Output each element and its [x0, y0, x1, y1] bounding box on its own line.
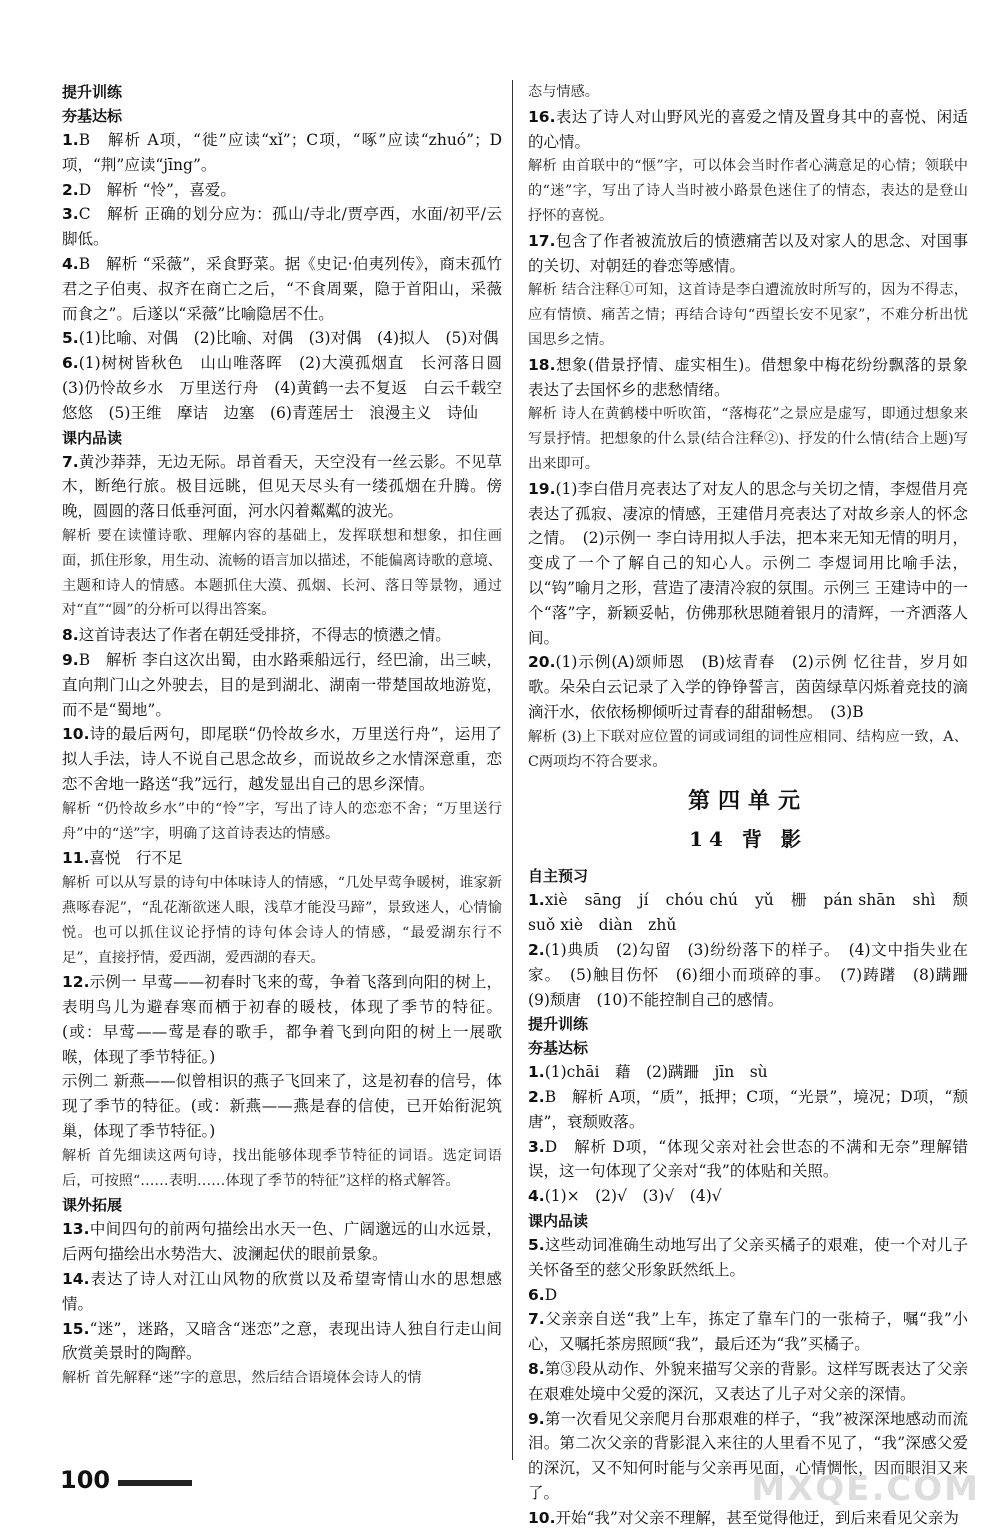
section-heading: 自主预习	[528, 867, 589, 886]
item-number: 20.	[528, 653, 556, 672]
analysis-text: 解析 首先细读这两句诗，找出能够体现季节特征的词语。选定词语后，可按照“……表明……体现了季节的特征”这样的格式解答。	[62, 1147, 502, 1189]
item-text: C 解析 正确的划分应为：孤山/寺北/贾亭西，水面/初平/云脚低。	[62, 205, 502, 249]
item-number: 3.	[62, 205, 79, 224]
item-text: 喜悦 行不足	[89, 849, 183, 868]
answer-item	[62, 1217, 502, 1267]
analysis-text: 解析 由首联中的“惬”字，可以体会当时作者心满意足的心情；领联中的“迷”字，写出了诗人当时被小路景色迷住了的情态，表达的是登山抒怀的喜悦。	[528, 158, 968, 224]
answer-item	[528, 1307, 968, 1357]
answer-item	[62, 846, 502, 871]
item-number: 8.	[62, 626, 79, 645]
item-number: 4.	[62, 254, 79, 273]
left-column	[62, 80, 518, 1391]
item-number: 9.	[528, 1409, 545, 1428]
item-number: 9.	[62, 650, 79, 669]
answer-item	[528, 353, 968, 403]
item-number: 6.	[62, 354, 79, 373]
answer-item	[528, 1135, 968, 1185]
section-heading: 提升训练	[528, 1015, 589, 1034]
answer-item	[528, 1060, 968, 1085]
item-text: 示例二 新燕——似曾相识的燕子飞回来了，这是初春的信号，体现了季节的特征。(或：新燕——燕是春的信使，已开始衔泥筑巢，体现了季节特征。)	[62, 1072, 502, 1141]
answer-item	[62, 450, 502, 524]
section-heading: 夯基达标	[62, 107, 123, 125]
item-text: (1)× (2)√ (3)√ (4)√	[544, 1187, 722, 1206]
item-text: 表达了诗人对江山风物的欣赏以及希望寄情山水的思想感情。	[62, 1270, 502, 1313]
analysis-text: 解析 可以从写景的诗句中体味诗人的情感，“几处早莺争暖树，谁家新燕啄春泥”，“乱花渐欲迷人眼，浅草才能没马蹄”，景致迷人，心情愉悦。也可以抓住议论抒情的诗句体会诗人的情感，“最爱湖东行不足”，直接抒情，爱西湖，爱西湖的春天。	[62, 875, 502, 966]
item-number: 2.	[62, 180, 79, 199]
answer-item	[62, 623, 502, 648]
item-text: 诗的最后两句，即尾联“仍怜故乡水，万里送行舟”，运用了拟人手法，诗人不说自己思念故乡，而说故乡之水情深意重，恋恋不舍地一路送“我”远行，越发显出自己的思乡深情。	[62, 725, 502, 793]
item-number: 4.	[528, 1187, 545, 1206]
answer-item	[62, 178, 502, 203]
item-text: (1)李白借月亮表达了对友人的思念与关切之情，李煜借月亮表达了孤寂、凄凉的情感，王建借月亮表达了对故乡亲人的怀念之情。 (2)示例一 李白诗用拟人手法，把本来无知无情的明月，变成了一个了解自己的知心人。示例二 李煜词用比喻手法，以“钩”喻月之形，营造了凄清冷寂的氛围。示例三 王建诗中的一个“落”字，新颖妥帖，仿佛那秋思随着银月的清辉，一齐洒落人间。	[528, 479, 968, 647]
item-number: 1.	[62, 131, 79, 149]
item-number: 3.	[528, 1137, 545, 1156]
item-number: 6.	[528, 1285, 545, 1304]
item-text: 第③段从动作、外貌来描写父亲的背影。这样写既表达了父亲在艰难处境中父爱的深沉，又表达了儿子对父亲的深情。	[528, 1360, 968, 1403]
answer-item	[62, 1069, 502, 1143]
item-number: 11.	[62, 849, 90, 868]
analysis-text: 解析 (3)上下联对应位置的词或词组的词性应相同、结构应一致，A、C两项均不符合要求。	[528, 728, 968, 770]
lesson-title: 14 背 影	[689, 827, 807, 852]
section-heading: 课外拓展	[62, 1196, 123, 1215]
item-number: 18.	[528, 355, 556, 374]
item-text: (1)比喻、对偶 (2)比喻、对偶 (3)对偶 (4)拟人 (5)对偶	[78, 329, 499, 348]
item-text: D 解析 D项，“体现父亲对社会世态的不满和无奈”理解错误，这一句体现了父亲对“我”的体贴和关照。	[528, 1137, 968, 1181]
item-number: 10.	[62, 725, 90, 744]
right-column	[528, 80, 984, 1531]
item-text: B 解析 A项，“徙”应读“xǐ”；C项，“啄”应读“zhuó”；D项，“荆”应读“jīng”。	[62, 131, 502, 174]
item-number: 15.	[62, 1319, 90, 1338]
item-text: 开始“我”对父亲不理解，甚至觉得他迂，到后来看见父亲为	[555, 1508, 959, 1527]
item-text: D 解析 “怜”，喜爱。	[78, 180, 236, 199]
item-number: 14.	[62, 1270, 90, 1289]
answer-item	[62, 252, 502, 326]
item-number: 5.	[62, 329, 79, 348]
item-text: D	[544, 1285, 558, 1304]
item-number: 1.	[528, 891, 545, 910]
page-number-bar	[118, 1480, 192, 1486]
answer-item	[528, 229, 968, 279]
answer-item	[528, 1283, 968, 1308]
item-text: 想象(借景抒情、虚实相生)。借想象中梅花纷纷飘落的景象表达了去国怀乡的悲愁情绪。	[528, 355, 968, 399]
item-number: 13.	[62, 1220, 90, 1239]
answer-item	[62, 202, 502, 252]
answer-item	[62, 722, 502, 796]
analysis-text: 解析 “仍怜故乡水”中的“怜”字，写出了诗人的恋恋不舍；“万里送行舟”中的“送”字，明确了这首诗表达的情感。	[62, 800, 502, 842]
item-number: 19.	[528, 479, 556, 498]
item-text: (1)树树皆秋色 山山唯落晖 (2)大漠孤烟直 长河落日圆 (3)仍怜故乡水 万里送行舟 (4)黄鹤一去不复返 白云千载空悠悠 (5)王维 摩诘 边塞 (6)青莲居士 浪漫主义 诗仙	[62, 354, 518, 422]
answer-item	[62, 1267, 502, 1317]
item-text: xiè sāng jí chóu chú yǔ 栅 pán shān shì 颓 suǒ xiè diàn zhǔ	[528, 891, 984, 935]
item-text: “迷”，迷路，又暗含“迷恋”之意，表现出诗人独自行走山间欣赏美景时的陶醉。	[62, 1319, 502, 1363]
analysis-text: 解析 结合注释①可知，这首诗是李白遭流放时所写的，因为不得志，应有情愤、痛苦之情；再结合诗句“西望长安不见家”，不难分析出忧国思乡之情。	[528, 282, 968, 348]
answer-item	[528, 105, 968, 155]
item-number: 8.	[528, 1360, 545, 1379]
answer-item	[528, 1233, 968, 1283]
item-number: 2.	[528, 940, 545, 959]
section-heading: 课内品读	[528, 1212, 589, 1231]
answer-item	[62, 648, 502, 722]
item-number: 7.	[62, 452, 79, 471]
answer-item	[62, 326, 502, 351]
item-number: 2.	[528, 1088, 545, 1107]
answer-item	[528, 888, 984, 938]
item-text: 这首诗表达了作者在朝廷受排挤，不得志的愤懑之情。	[78, 626, 451, 645]
item-number: 10.	[528, 1508, 556, 1527]
item-text: (1)chāi 藉 (2)蹒跚 jīn sù	[544, 1063, 768, 1082]
item-text: 第一次看见父亲爬月台那艰难的样子，“我”被深深地感动而流泪。第二次父亲的背影混入来往的人里看不见了，“我”深感父爱的深沉，又不知何时能与父亲再见面，心情惆怅，因而眼泪又来了。	[528, 1409, 968, 1503]
item-number: 16.	[528, 107, 556, 126]
answer-item	[528, 938, 984, 1012]
answer-item	[62, 970, 502, 1069]
analysis-text: 态与情感。	[528, 84, 599, 100]
item-number: 1.	[528, 1063, 545, 1082]
answer-item	[62, 1317, 502, 1367]
item-number: 17.	[528, 231, 556, 250]
item-text: B 解析 李白这次出蜀，由水路乘船远行，经巴渝，出三峡，直向荆门山之外驶去，目的是到湖北、湖南一带楚国故地游览，而不是“蜀地”。	[62, 650, 502, 719]
analysis-text: 解析 要在读懂诗歌、理解内容的基础上，发挥联想和想象，扣住画面，抓住形象，用生动、流畅的语言加以描述，不能偏离诗歌的意境、主题和诗人的情感。本题抓住大漠、孤烟、长河、落日等景物，通过对“直”“圆”的分析可以得出答案。	[62, 527, 502, 619]
column-divider	[512, 80, 513, 1460]
answer-item	[528, 1506, 968, 1531]
item-text: 示例一 早莺——初春时飞来的莺，争着飞落到向阳的树上，表明鸟儿为避春寒而栖于初春的暖枝，体现了季节的特征。(或：早莺——莺是春的歌手，都争着飞到向阳的树上一展歌喉，体现了季节特征。)	[62, 973, 502, 1066]
section-heading: 夯基达标	[528, 1039, 589, 1058]
item-number: 5.	[528, 1236, 545, 1255]
item-text: (1)示例(A)颂师恩 (B)炫青春 (2)示例 忆往昔，岁月如歌。朵朵白云记录了入学的铮铮誓言，茵茵绿草闪烁着竞技的滴滴汗水，依依杨柳倾听过青春的甜甜畅想。 (3)B	[528, 653, 968, 721]
analysis-text: 解析 首先解释“迷”字的意思，然后结合语境体会诗人的情	[62, 1370, 422, 1387]
item-text: 包含了作者被流放后的愤懑痛苦以及对家人的思念、对国事的关切、对朝廷的眷恋等感情。	[528, 231, 968, 275]
section-heading: 提升训练	[62, 83, 123, 101]
answer-item	[528, 650, 968, 724]
item-text: 表达了诗人对山野风光的喜爱之情及置身其中的喜悦、闲适的心情。	[528, 107, 968, 151]
answer-item	[62, 128, 502, 178]
answer-item	[528, 1357, 968, 1407]
item-text: B 解析 A项，“质”，抵押；C项，“光景”，境况；D项，“颓唐”，衰颓败落。	[528, 1088, 968, 1131]
answer-item	[528, 1085, 968, 1135]
section-heading: 课内品读	[62, 428, 123, 447]
analysis-text: 解析 诗人在黄鹤楼中听吹笛，“落梅花”之景应是虚写，即通过想象来写景抒情。把想象的什么景(结合注释②)、抒发的什么情(结合上题)写出来即可。	[528, 406, 968, 472]
item-text: B 解析 “采薇”，采食野菜。据《史记·伯夷列传》，商末孤竹君之子伯夷、叔齐在商亡之后，“不食周粟，隐于首阳山，采薇而食之”。后遂以“采薇”比喻隐居不仕。	[62, 254, 502, 323]
unit-title: 第四单元	[687, 788, 808, 815]
item-text: (1)典质 (2)勾留 (3)纷纷落下的样子。 (4)文中指失业在家。 (5)触目伤怀 (6)细小而琐碎的事。 (7)踌躇 (8)蹒跚 (9)颓唐 (10)不能控制自己的感情。	[528, 940, 984, 1009]
item-text: 中间四句的前两句描绘出水天一色、广阔邈远的山水远景，后两句描绘出水势浩大、波澜起伏的眼前景象。	[62, 1220, 502, 1264]
page-number: 100	[60, 1466, 111, 1494]
item-text: 这些动词准确生动地写出了父亲买橘子的艰难，使一个对儿子关怀备至的慈父形象跃然纸上。	[528, 1236, 968, 1279]
watermark: MXQE.COM	[751, 1469, 980, 1509]
answer-item	[528, 477, 968, 651]
item-number: 12.	[62, 973, 90, 992]
item-text: 黄沙莽莽，无边无际。昂首看天，天空没有一丝云影。不见草木，断绝行旅。极目远眺，但见天尽头有一缕孤烟在升腾。傍晚，圆圆的落日低垂河面，河水闪着粼粼的波光。	[62, 452, 502, 521]
answer-item	[528, 1184, 968, 1209]
answer-item	[62, 351, 518, 425]
item-number: 7.	[528, 1310, 545, 1329]
item-text: 父亲亲自送“我”上车，拣定了靠车门的一张椅子，嘱“我”小心，又嘱托茶房照顾“我”，最后还为“我”买橘子。	[528, 1310, 968, 1354]
